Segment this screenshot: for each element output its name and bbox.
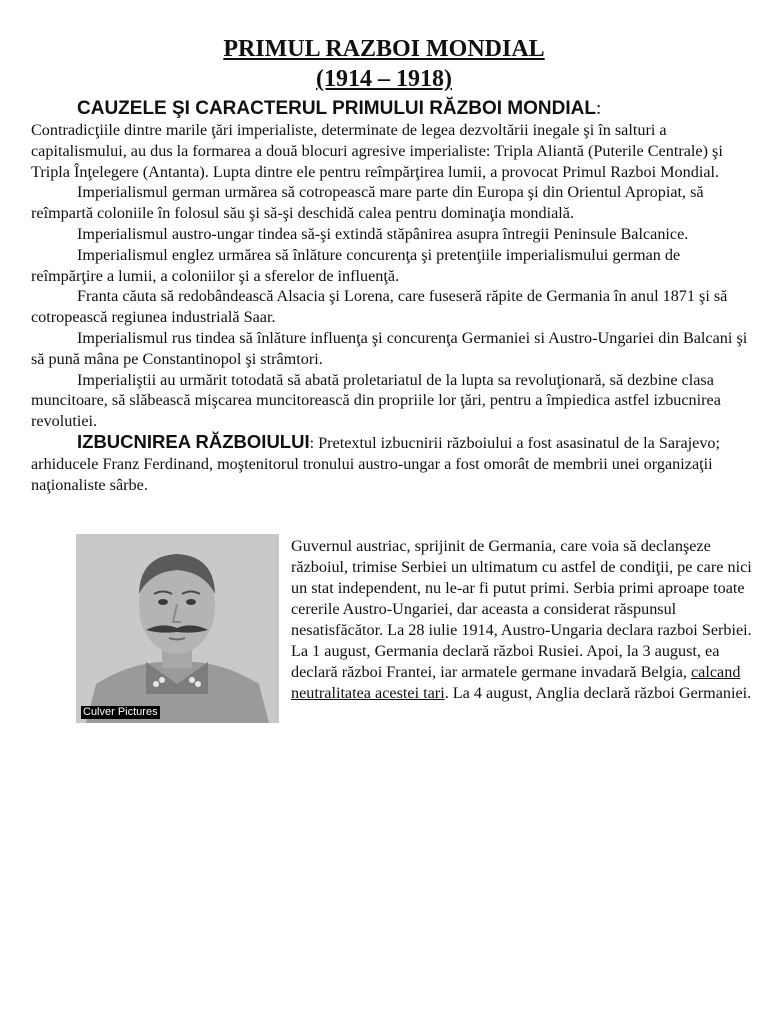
figure-section: [76, 534, 756, 734]
page-title: PRIMUL RAZBOI MONDIAL: [223, 36, 545, 62]
section-heading-causes-text: CAUZELE ŞI CARACTERUL PRIMULUI RĂZBOI MONDIAL: [77, 98, 596, 119]
section-outbreak-text: Pretextul izbucnirii războiului a fost asasinatul de la Sarajevo; arhiducele Franz Ferdinand, moştenitorul tronului austro-ungar a fost omorât de membrii unei organizaţii naţionaliste sârbe.: [31, 433, 721, 494]
paragraph: Imperialismul german urmărea să cotropească mare parte din Europa şi din Orientul Apropiat, să reîmpartă coloniile în folosul său şi să-şi deschidă calea pentru dominaţia mondială.: [31, 183, 704, 223]
section-heading-outbreak: IZBUCNIREA RĂZBOIULUI: [77, 430, 310, 452]
figure-text-main: Guvernul austriac, sprijinit de Germania, care voia să declanşeze războiul, trimise Serbiei un ultimatum cu astfel de condiţii, pe care nici un stat independent, nu le-ar fi putut primi. Serbia primi aproape toate cererile Austro-Ungariei, dar aceasta a considerat răspunsul nesatisfăcător. La 28 iulie 1914, Austro-Ungaria declara razboi Serbiei. La 1 august, Germania declară război Rusiei. Apoi, la 3 august, ea declară război Frantei, iar armatele germane invadară Belgia,: [291, 537, 752, 681]
section-heading-outbreak-colon: :: [309, 433, 315, 452]
paragraph: Contradicţiile dintre marile ţări imperialiste, determinate de legea dezvoltării inegale şi în salturi a capitalismului, au dus la formarea a două blocuri agresive imperialiste: Tripla Aliantă (Puterile Centrale) şi Tripla Înţelegere (Antanta). Lupta dintre ele pentru reîmpărţirea lumii, a provocat Primul Razboi Mondial.: [31, 121, 723, 181]
page-title-years: (1914 – 1918): [316, 66, 452, 92]
portrait-photo: [76, 534, 279, 723]
section-heading-causes: [0, 98, 768, 120]
section-causes-body: [0, 120, 768, 495]
paragraph: Imperialismul englez urmărea să înlăture concurenţa şi pretenţiile imperialismului german de reîmpărţire a lumii, a coloniilor şi a sferelor de influenţă.: [31, 245, 681, 285]
paragraph: Imperialiştii au urmărit totodată să abată proletariatul de la lupta sa revoluţionară, să dezbine clasa muncitoare, să slăbească mişcarea muncitorească din propriile lor ţări, pentru a împiedica astfel izbucnirea revolutiei.: [31, 370, 721, 431]
figure-text-end: . La 4 august, Anglia declară război Germaniei.: [444, 684, 752, 702]
section-heading-causes-colon: :: [595, 98, 602, 119]
paragraph: Franta căuta să redobândească Alsacia şi Lorena, care fuseseră răpite de Germania în anul 1871 şi să cotropească regiunea industrială Saar.: [31, 287, 728, 327]
portrait-illustration: [76, 534, 279, 723]
figure-caption-text: [291, 536, 753, 704]
section-outbreak: [31, 432, 750, 495]
figure-text-underlined: calcand neutralitatea acestei tari: [291, 663, 741, 702]
paragraph: Imperialismul rus tindea să înlăture influenţa şi concurenţa Germaniei si Austro-Ungariei din Balcani şi să pună mâna pe Constantinopol şi strâmtori.: [31, 328, 748, 368]
paragraph: Imperialismul austro-ungar tindea să-şi extindă stăpânirea asupra întregii Peninsule Balcanice.: [77, 224, 689, 243]
photo-credit: Culver Pictures: [83, 706, 158, 718]
